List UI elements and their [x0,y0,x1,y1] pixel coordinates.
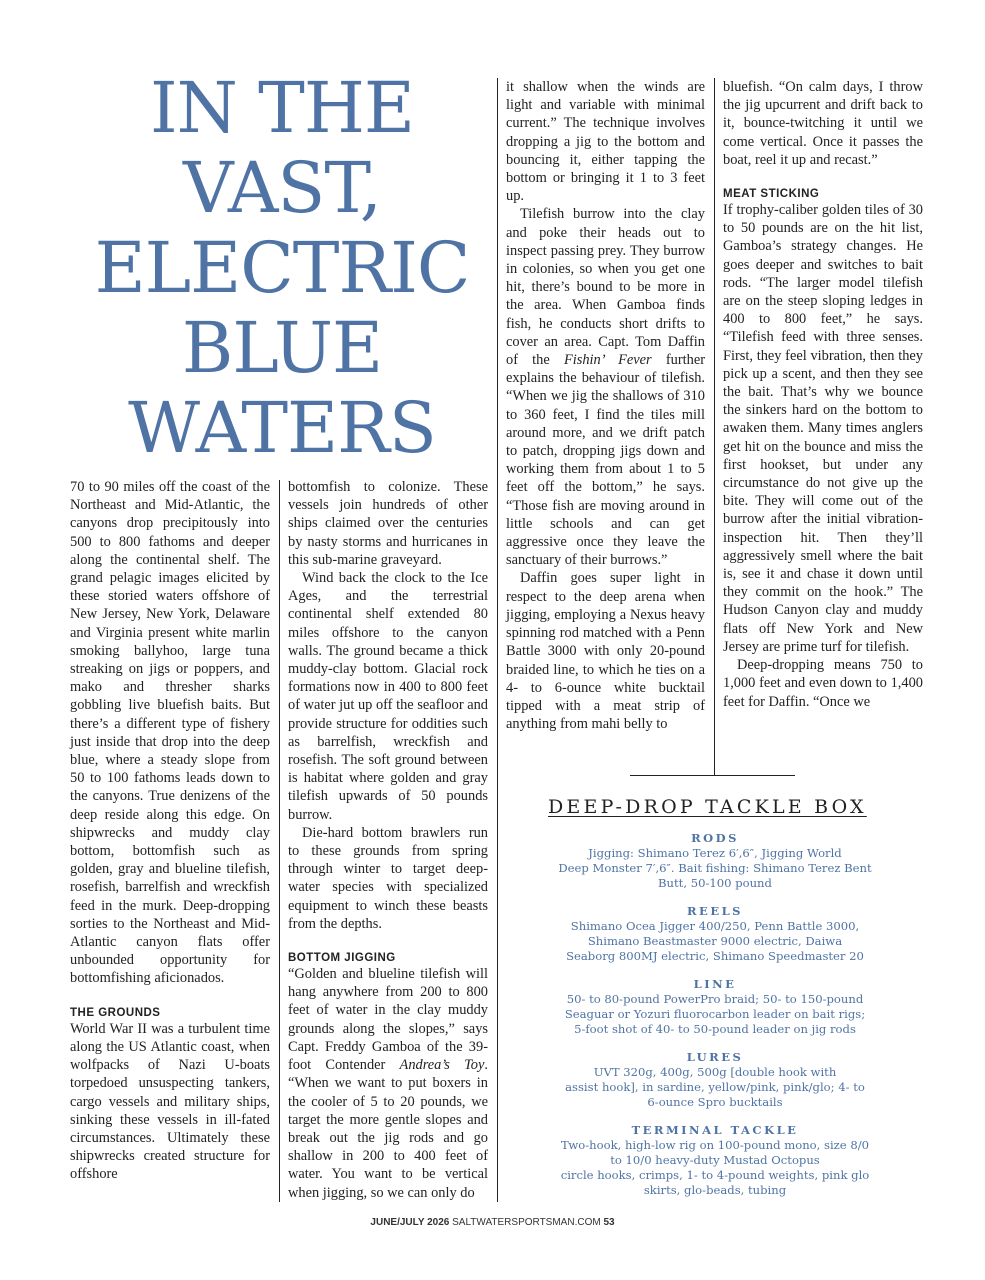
column-rule [279,480,280,1202]
tackle-box-title: DEEP-DROP TACKLE BOX [548,796,867,818]
paragraph: Die-hard bottom brawlers run to these grounds from spring through winter to target deep-water species with specialized equipment to winch these beasts from the depths. [288,824,488,932]
tackle-line: to 10/0 heavy-duty Mustad Octopus [610,1153,820,1167]
headline-line: IN THE [150,67,414,149]
tackle-line: Seaborg 800MJ electric, Shimano Speedmaster 20 [566,949,864,963]
paragraph: World War II was a turbulent time along the US Atlantic coast, when wolfpacks of Nazi U-boats torpedoed unsuspecting tankers, cargo vessels and military ships, sinking these vessels in ill-fated circumstances. Ultimately these shipwrecks created structure for offshore [70,1020,270,1183]
subhead-meat-sticking: MEAT STICKING [723,188,820,201]
headline-line: BLUE [181,307,383,389]
tackle-section-heading: TERMINAL TACKLE [631,1123,799,1137]
tackle-section-lures [540,1049,890,1110]
headline-line: WATERS [128,387,436,469]
text-run: “Golden and blueline tilefish will hang anywhere from 200 to 800 feet of water in the clay muddy grounds along the slopes,” says Capt. Freddy Gamboa of the 39-foot Contender [288,966,488,1074]
text-run: . “When we want to put boxers in the cooler of 5 to 20 pounds, we target the more gentle slopes and break out the jig rods and go shallow in 200 to 400 feet of water. You want to be vertical when jigging, so we can only do [288,1057,488,1201]
tackle-section-heading: REELS [687,904,743,918]
tackle-section-text [540,846,890,891]
website: SALTWATERSPORTSMAN.COM [452,1217,601,1228]
tackle-section-text [540,992,890,1037]
subhead-bottom-jigging: BOTTOM JIGGING [288,952,396,965]
tackle-section-heading: LURES [686,1050,744,1064]
tackle-line: Two-hook, high-low rig on 100-pound mono, size 8/0 [561,1138,869,1152]
tackle-line: Deep Monster 7′,6″. Bait fishing: Shimano Terez Bent [558,861,872,875]
body-column-4 [723,78,923,711]
article-headline [62,68,502,468]
paragraph [288,965,488,1202]
tackle-section-heading: RODS [691,831,739,845]
tackle-section-text [540,1065,890,1110]
tackle-line: 50- to 80-pound PowerPro braid; 50- to 150-pound [566,992,864,1006]
boat-name: Andrea’s Toy [399,1057,485,1074]
tackle-line: Seaguar or Yozuri fluorocarbon leader on bait rigs; [564,1007,866,1021]
tackle-line: assist hook], in sardine, yellow/pink, pink/glo; 4- to [565,1080,865,1094]
page-footer [0,1217,985,1228]
tackle-line: Butt, 50-100 pound [658,876,772,890]
body-column-3 [506,78,705,733]
paragraph: If trophy-caliber golden tiles of 30 to 50 pounds are on the hit list, Gamboa’s strategy changes. He goes deeper and switches to bait rods. “The larger model tilefish are on the steep sloping ledges in 400 to 800 feet,” he says. “Tilefish feed with three senses. First, they feel vibration, then they pick up a scent, and then they see the bait. That’s why we bounce the sinkers hard on the bottom to awaken them. Many times anglers get hit on the bounce and miss the first hookset, but under any circumstance do not give up the bite. They will come out of the burrow after the initial vibration-inspection hit. Then they’ll aggressively smell where the bait is, see it and chase it down until they commit on the hook.” The Hudson Canyon clay and muddy flats off New York and New Jersey are prime turf for tilefish. [723,202,923,655]
paragraph: it shallow when the winds are light and variable with minimal current.” The technique involves dropping a jig to the bottom and bouncing it, either tapping the bottom or bringing it 1 to 3 feet up. [506,79,705,205]
page-number: 53 [603,1217,615,1228]
tackle-section-terminal-tackle [540,1122,890,1198]
tackle-line: 5-foot shot of 40- to 50-pound leader on jig rods [574,1022,856,1036]
subhead-the-grounds: THE GROUNDS [70,1006,161,1019]
issue-date: JUNE/JULY 2026 [370,1217,450,1228]
column-rule [497,78,498,1202]
paragraph: Daffin goes super light in respect to the deep arena when jigging, employing a Nexus heavy spinning rod matched with a Penn Battle 3000 with only 20-pound braided line, to which he ties on a 4- to 6-ounce white bucktail tipped with a meat strip of anything from mahi belly to [506,570,705,733]
sidebar-top-rule [630,775,795,776]
tackle-line: UVT 320g, 400g, 500g [double hook with [593,1065,837,1079]
boat-name: Fishin’ Fever [563,352,652,369]
tackle-line: circle hooks, crimps, 1- to 4-pound weights, pink glo [560,1168,870,1182]
text-run: Tilefish burrow into the clay and poke their heads out to inspect passing prey. They burrow in colonies, so when you get one hit, there’s bound to be more in the area. When Gamboa finds fish, he conducts short drifts to cover an area. Capt. Tom Daffin of the [506,206,705,369]
tackle-line: Jigging: Shimano Terez 6′,6″, Jigging World [588,846,842,860]
paragraph [506,205,705,569]
tackle-line: Shimano Beastmaster 9000 electric, Daiwa [587,934,843,948]
headline-line: VAST, [183,147,381,229]
tackle-line: 6-ounce Spro bucktails [647,1095,783,1109]
tackle-section-text [540,1138,890,1198]
paragraph: Wind back the clock to the Ice Ages, and the terrestrial continental shelf extended 80 miles offshore to the canyon walls. The ground became a thick muddy-clay bottom. Glacial rock formations now in 400 to 800 feet of water jut up off the seafloor and provide structure for oddities such as barrelfish, wreckfish and rosefish. The soft ground between is habitat where golden and gray tilefish upwards of 50 pounds burrow. [288,570,488,823]
tackle-section-heading: LINE [693,977,737,991]
tackle-section-rods [540,830,890,891]
tackle-section-line [540,976,890,1037]
body-column-1 [70,478,270,1184]
tackle-section-text [540,919,890,964]
text-run: further explains the behaviour of tilefish. “When we jig the shallows of 310 to 360 feet, I find the tiles mill around more, and we drift patch to patch, dropping jigs down and working them from about 1 to 5 feet off the bottom,” he says. “Those fish are moving around in little schools and can get aggressive once they leave the sanctuary of their burrows.” [506,352,705,569]
tackle-box-list [540,830,890,1210]
paragraph: bottomfish to colonize. These vessels join hundreds of other ships claimed over the centuries by nasty storms and hurricanes in this sub-marine graveyard. [288,479,488,568]
column-rule [714,78,715,775]
headline-line: ELECTRIC [94,227,470,309]
tackle-section-reels [540,903,890,964]
body-column-2 [288,478,488,1202]
paragraph: Deep-dropping means 750 to 1,000 feet and even down to 1,400 feet for Daffin. “Once we [723,657,923,710]
paragraph: bluefish. “On calm days, I throw the jig upcurrent and drift back to it, bounce-twitching it until we come vertical. Once it passes the boat, reel it up and recast.” [723,79,923,168]
tackle-line: Shimano Ocea Jigger 400/250, Penn Battle 3000, [570,919,860,933]
paragraph: 70 to 90 miles off the coast of the Northeast and Mid-Atlantic, the canyons drop precipitously into 500 to 800 fathoms and deeper along the continental shelf. The grand pelagic images elicited by these storied waters offshore of New Jersey, New York, Delaware and Virginia present white marlin smoking ballyhoo, large tuna streaking on jigs or poppers, and mako and thresher sharks gobbling live bluefish baits. But there’s a different type of fishery just inside that drop into the deep blue, where a steady slope from 50 to 100 fathoms leads down to the canyons. True denizens of the deep reside along this edge. On shipwrecks and muddy clay bottom, bottomfish such as golden, gray and blueline tilefish, rosefish, barrelfish and wreckfish feed in the murk. Deep-dropping sorties to the Northeast and Mid-Atlantic canyon flats offer unbounded opportunity for bottomfishing aficionados. [70,479,270,987]
tackle-line: skirts, glo-beads, tubing [643,1183,787,1197]
